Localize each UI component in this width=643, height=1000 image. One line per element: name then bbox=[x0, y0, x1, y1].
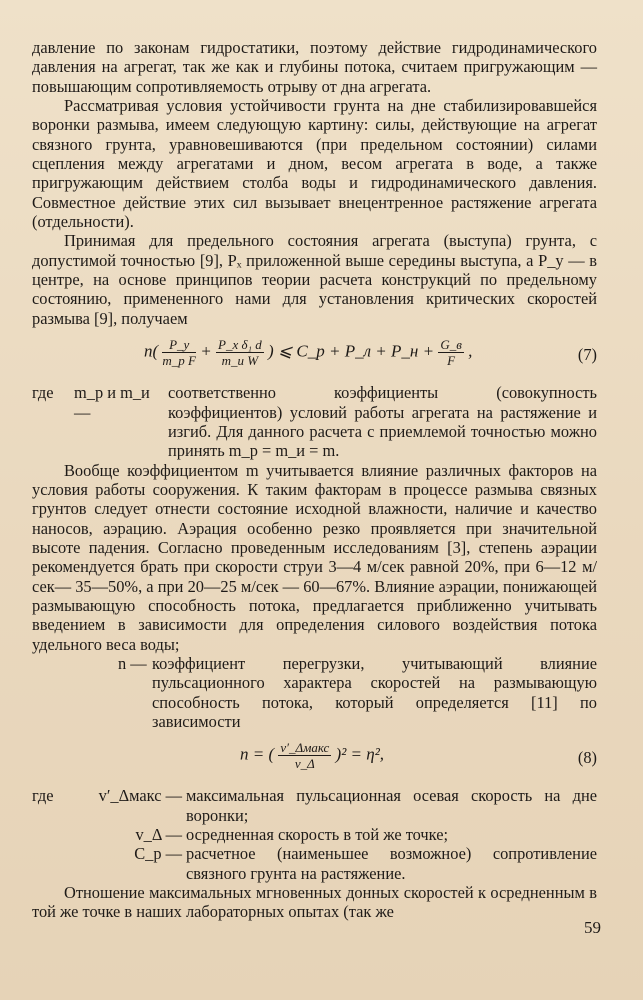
frac-1-den: m_p F bbox=[162, 353, 197, 369]
definition-n-desc: коэффициент перегрузки, учитывающий влияние пульсационного характера скоростей на размывающую способность потока, который определяется [11] по зависимости bbox=[152, 653, 597, 731]
paragraph-2: Рассматривая условия устойчивости грунта на дне стабилизировавшейся воронки размыва, имеем следующую картину: силы, действующие на агрегат связного грунта, уравновешиваются (при предельном состоянии) силами сцепления между агрегатами и дном, весом агрегата в воде, а также пригружающим действием столба воды и гидродинамического давления. Совместное действие этих сил вызывает внецентренное растяжение агрегата (отдельности). bbox=[32, 96, 597, 232]
formula-7-relation: ) ⩽ C_p + P_л + P_н + bbox=[268, 341, 435, 361]
where-2-term-1: v′_Δмакс — bbox=[98, 786, 182, 806]
where-2-item-2 bbox=[32, 825, 597, 844]
paragraph-3: Принимая для предельного состояния агрегата (выступа) грунта, с допустимой точностью [9], Pₓ приложенной выше середины выступа, а P_y — в центре, на основе принципов теории расчета конструкций по предельному состоянию, примененного нами для установления критических скоростей размыва [9], получаем bbox=[32, 231, 597, 328]
formula-8-num: v′_Δмакс bbox=[280, 740, 330, 756]
definition-n bbox=[118, 654, 597, 731]
frac-2-den: m_и W bbox=[221, 353, 259, 369]
where-2-spacer-2 bbox=[32, 825, 74, 844]
where-2-item-3 bbox=[32, 844, 597, 883]
paragraph-5: Отношение максимальных мгновенных донных скоростей к осредненным в той же точке в наших лабораторных опытах (так же bbox=[32, 883, 597, 922]
formula-7-plus: + bbox=[200, 341, 212, 361]
formula-7 bbox=[32, 331, 597, 379]
formula-8-body bbox=[240, 740, 384, 771]
frac-3-num: G_в bbox=[440, 337, 462, 353]
paragraph-4: Вообще коэффициентом m учитывается влияние различных факторов на условия работы сооружения. К таким факторам в процессе размыва связных грунтов следует отнести состояние исходной влажности, наличие и качество наносов, аэрацию. Аэрация особенно резко проявляется при значительной высоте падения. Согласно проведенным исследованиям [3], степень аэрации рекомендуется брать при скорости струи 3—4 м/сек равной 20%, при 6—12 м/сек— 35—50%, а при 20—25 м/сек — 60—67%. Влияние аэрации, понижающей размывающую способность потока, предлагается приближенно учитывать введением в зависимости для определения силового воздействия потока удельного веса воды; bbox=[32, 460, 597, 654]
where-1-term: m_p и m_и — bbox=[74, 383, 150, 422]
formula-8-lhs: n = ( bbox=[240, 744, 275, 764]
formula-8-rhs: )² = η², bbox=[335, 744, 385, 764]
formula-8-frac bbox=[278, 740, 331, 771]
where-2-desc-1: максимальная пульсационная осевая скорость на дне воронки; bbox=[186, 786, 597, 825]
where-1-desc: соответственно коэффициенты (совокупность коэффициентов) условий работы агрегата на растяжение и изгиб. Для данного расчета с приемлемой точностью можно принять m_p = m_и = m. bbox=[168, 383, 597, 461]
formula-8-den: v_Δ bbox=[294, 756, 315, 772]
definition-n-term: n — bbox=[118, 653, 147, 673]
where-2-term-2: v_Δ — bbox=[135, 825, 182, 845]
where-2-item-1 bbox=[32, 786, 597, 825]
formula-7-tail: , bbox=[468, 341, 473, 361]
where-2-term-3: C_p — bbox=[134, 844, 182, 864]
where-2-desc-3: расчетное (наименьшее возможное) сопротивление связного грунта на растяжение. bbox=[186, 844, 597, 883]
page-number: 59 bbox=[584, 918, 601, 937]
formula-7-lhs: n( bbox=[144, 341, 159, 361]
where-label: где bbox=[32, 383, 54, 403]
formula-7-number: (7) bbox=[577, 345, 597, 365]
where-2-spacer-3 bbox=[32, 844, 74, 883]
where-label-2: где bbox=[32, 786, 54, 806]
formula-7-frac-1 bbox=[162, 337, 196, 368]
formula-7-frac-3 bbox=[438, 337, 464, 368]
where-block-2 bbox=[32, 786, 597, 883]
frac-1-num: P_y bbox=[162, 337, 196, 353]
page-text bbox=[32, 38, 597, 922]
formula-8-number: (8) bbox=[577, 748, 597, 768]
formula-7-frac-2 bbox=[216, 337, 264, 368]
formula-8 bbox=[32, 734, 597, 782]
paragraph-1: давление по законам гидростатики, поэтому действие гидродинамического давления на агрегат, так же как и глубины потока, считаем пригружающим — повышающим сопротивляемость отрыву от дна агрегата. bbox=[32, 38, 597, 96]
where-2-desc-2: осредненная скорость в той же точке; bbox=[186, 825, 449, 845]
formula-7-body bbox=[144, 337, 472, 368]
frac-2-num: P_x δ₁ d bbox=[218, 337, 262, 353]
frac-3-den: F bbox=[447, 353, 456, 369]
where-block-1 bbox=[32, 383, 597, 460]
